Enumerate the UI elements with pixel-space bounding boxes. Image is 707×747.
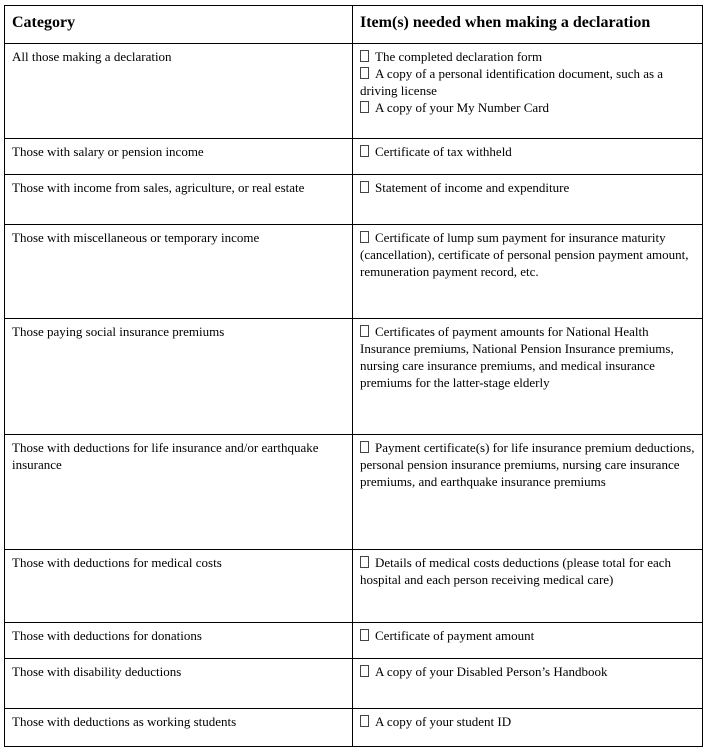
list-item: Statement of income and expenditure (360, 179, 696, 196)
list-item: The completed declaration form (360, 48, 696, 65)
row-category: All those making a declaration (5, 44, 353, 139)
list-item: A copy of a personal identification document, such as a driving license (360, 66, 664, 98)
table-header-row (5, 6, 703, 44)
row-items (353, 709, 703, 747)
checkbox-icon (360, 629, 369, 641)
table-row (5, 139, 703, 175)
row-items (353, 175, 703, 225)
row-category: Those with salary or pension income (5, 139, 353, 175)
list-item: Payment certificate(s) for life insurance premium deductions, personal pension insurance premiums, nursing care insurance premiums, and earthquake insurance premiums (360, 440, 695, 489)
checkbox-icon (360, 181, 369, 193)
header-category: Category (5, 6, 353, 44)
row-items (353, 435, 703, 550)
row-items (353, 139, 703, 175)
checkbox-icon (360, 101, 369, 113)
list-item: Certificate of tax withheld (360, 143, 696, 160)
checkbox-icon (360, 67, 369, 79)
list-item: A copy of your Disabled Person’s Handbook (360, 663, 696, 680)
row-category: Those with deductions for life insurance and/or earthquake insurance (5, 435, 353, 550)
checkbox-icon (360, 715, 369, 727)
header-items: Item(s) needed when making a declaration (353, 6, 703, 44)
checkbox-icon (360, 441, 369, 453)
checkbox-icon (360, 50, 369, 62)
checkbox-icon (360, 231, 369, 243)
row-items (353, 319, 703, 435)
table-row (5, 44, 703, 139)
table-row (5, 659, 703, 709)
row-category: Those with deductions for medical costs (5, 550, 353, 623)
row-items (353, 225, 703, 319)
table-row (5, 550, 703, 623)
row-items (353, 44, 703, 139)
list-item: Certificate of payment amount (360, 627, 696, 644)
row-category: Those with deductions as working students (5, 709, 353, 747)
row-items (353, 550, 703, 623)
row-category: Those with miscellaneous or temporary income (5, 225, 353, 319)
list-item: A copy of your student ID (360, 713, 696, 730)
checkbox-icon (360, 145, 369, 157)
checkbox-icon (360, 665, 369, 677)
table-row (5, 225, 703, 319)
row-items (353, 623, 703, 659)
row-category: Those with deductions for donations (5, 623, 353, 659)
checkbox-icon (360, 556, 369, 568)
list-item: Certificates of payment amounts for National Health Insurance premiums, National Pension Insurance premiums, nursing care insurance premiums, and medical insurance premiums for the latter-stage elderly (360, 324, 674, 390)
row-items (353, 659, 703, 709)
row-category: Those paying social insurance premiums (5, 319, 353, 435)
list-item: Certificate of lump sum payment for insurance maturity (cancellation), certificate of personal pension payment amount, remuneration payment record, etc. (360, 230, 689, 279)
row-category: Those with income from sales, agriculture, or real estate (5, 175, 353, 225)
list-item: A copy of your My Number Card (360, 99, 696, 116)
table-row (5, 709, 703, 747)
checkbox-icon (360, 325, 369, 337)
table-row (5, 175, 703, 225)
table-row (5, 435, 703, 550)
table-row (5, 623, 703, 659)
table-row (5, 319, 703, 435)
declaration-items-table (4, 5, 703, 747)
list-item: Details of medical costs deductions (please total for each hospital and each person receiving medical care) (360, 555, 672, 587)
row-category: Those with disability deductions (5, 659, 353, 709)
